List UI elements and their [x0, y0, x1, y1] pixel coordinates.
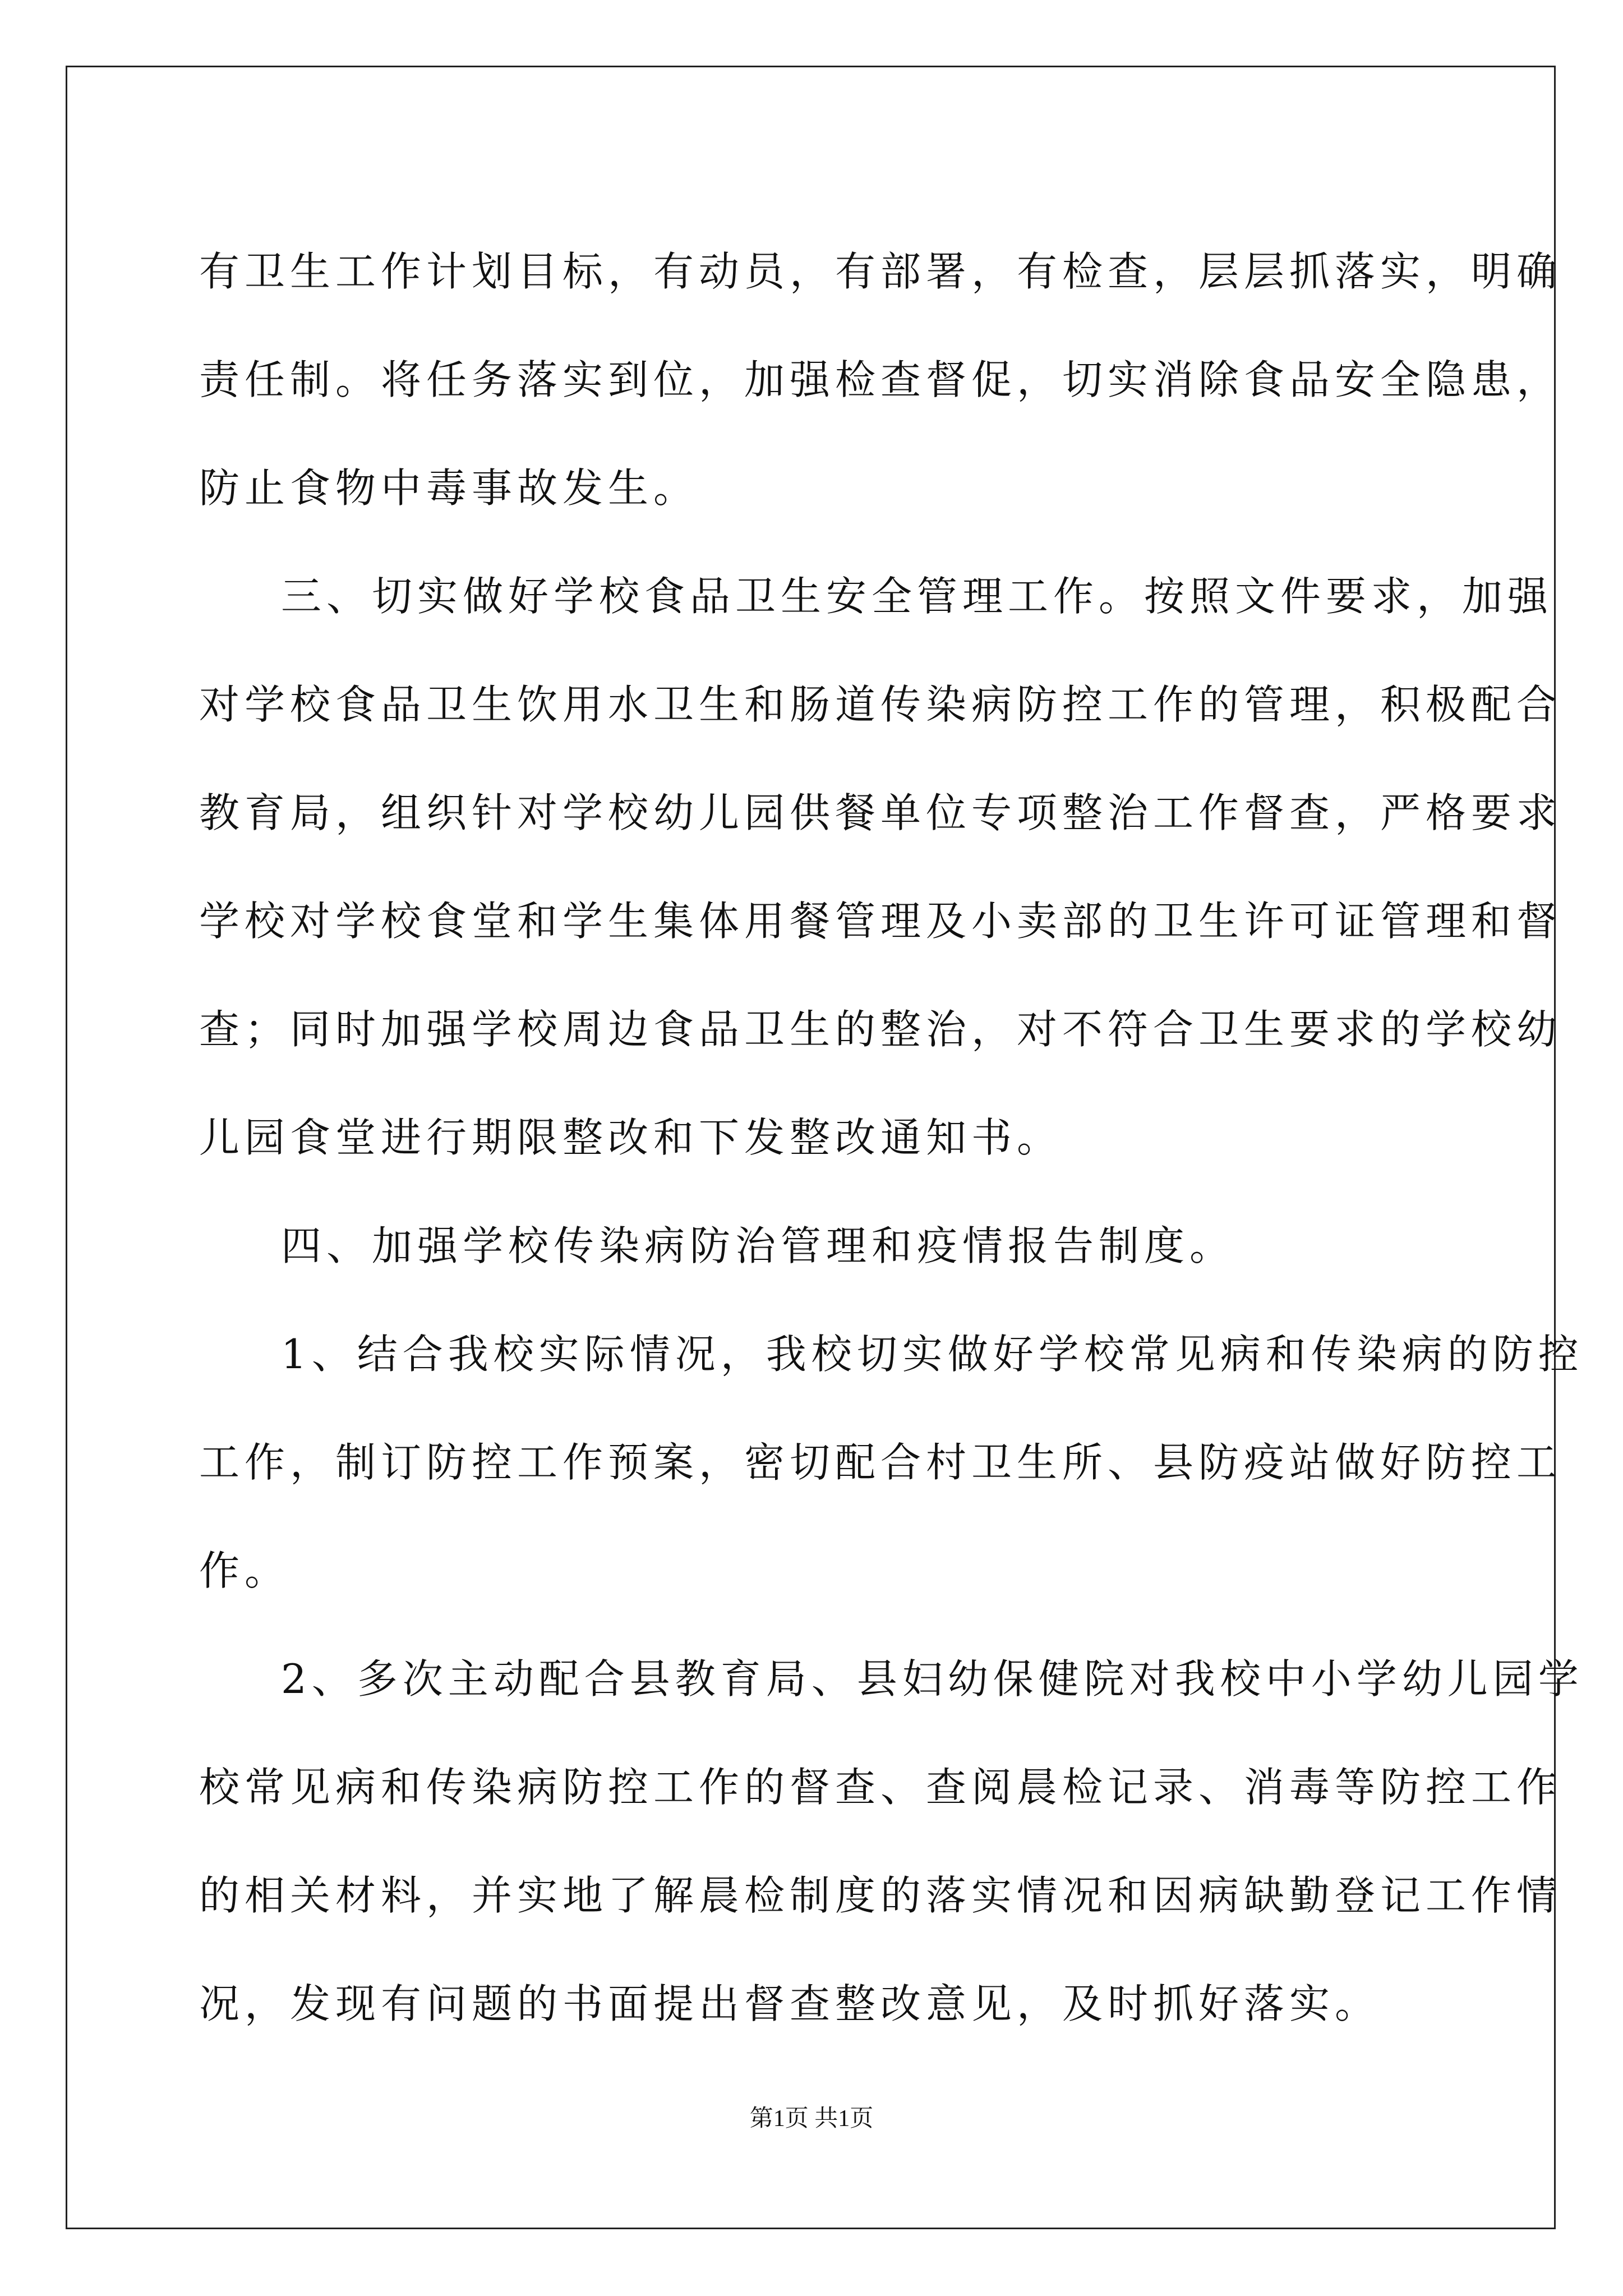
text-line: 责任制。将任务落实到位，加强检查督促，切实消除食品安全隐患，: [199, 356, 1562, 403]
paragraph-1: [199, 218, 1562, 542]
text-line: 教育局，组织针对学校幼儿园供餐单位专项整治工作督查，严格要求: [199, 789, 1562, 836]
text-line: 况，发现有问题的书面提出督查整改意见，及时抓好落实。: [199, 1980, 1381, 2027]
text-line: 1、结合我校实际情况，我校切实做好学校常见病和传染病的防控: [281, 1331, 1584, 1378]
text-line: 学校对学校食堂和学生集体用餐管理及小卖部的卫生许可证管理和督: [199, 898, 1562, 945]
text-line: 防止食物中毒事故发生。: [199, 464, 699, 512]
document-body: [199, 218, 1584, 2058]
text-line: 工作，制订防控工作预案，密切配合村卫生所、县防疫站做好防控工: [199, 1439, 1562, 1486]
paragraph-2: [199, 542, 1562, 1192]
text-line: 儿园食堂进行期限整改和下发整改通知书。: [199, 1114, 1063, 1161]
paragraph-5: [199, 1625, 1584, 2058]
text-line: 四、加强学校传染病防治管理和疫情报告制度。: [281, 1222, 1235, 1269]
text-line: 作。: [199, 1547, 291, 1594]
paragraph-4: [199, 1300, 1584, 1625]
text-line: 查；同时加强学校周边食品卫生的整治，对不符合卫生要求的学校幼: [199, 1006, 1562, 1053]
text-line: 有卫生工作计划目标，有动员，有部署，有检查，层层抓落实，明确: [199, 248, 1562, 295]
page-number-footer: 第1页 共1页: [749, 2106, 874, 2132]
text-line: 2、多次主动配合县教育局、县妇幼保健院对我校中小学幼儿园学: [281, 1655, 1584, 1703]
text-line: 对学校食品卫生饮用水卫生和肠道传染病防控工作的管理，积极配合: [199, 681, 1562, 728]
text-line: 的相关材料，并实地了解晨检制度的落实情况和因病缺勤登记工作情: [199, 1872, 1562, 1919]
text-line: 三、切实做好学校食品卫生安全管理工作。按照文件要求，加强: [281, 573, 1553, 620]
text-line: 校常见病和传染病防控工作的督查、查阅晨检记录、消毒等防控工作: [199, 1764, 1562, 1811]
paragraph-3: [199, 1192, 1430, 1300]
